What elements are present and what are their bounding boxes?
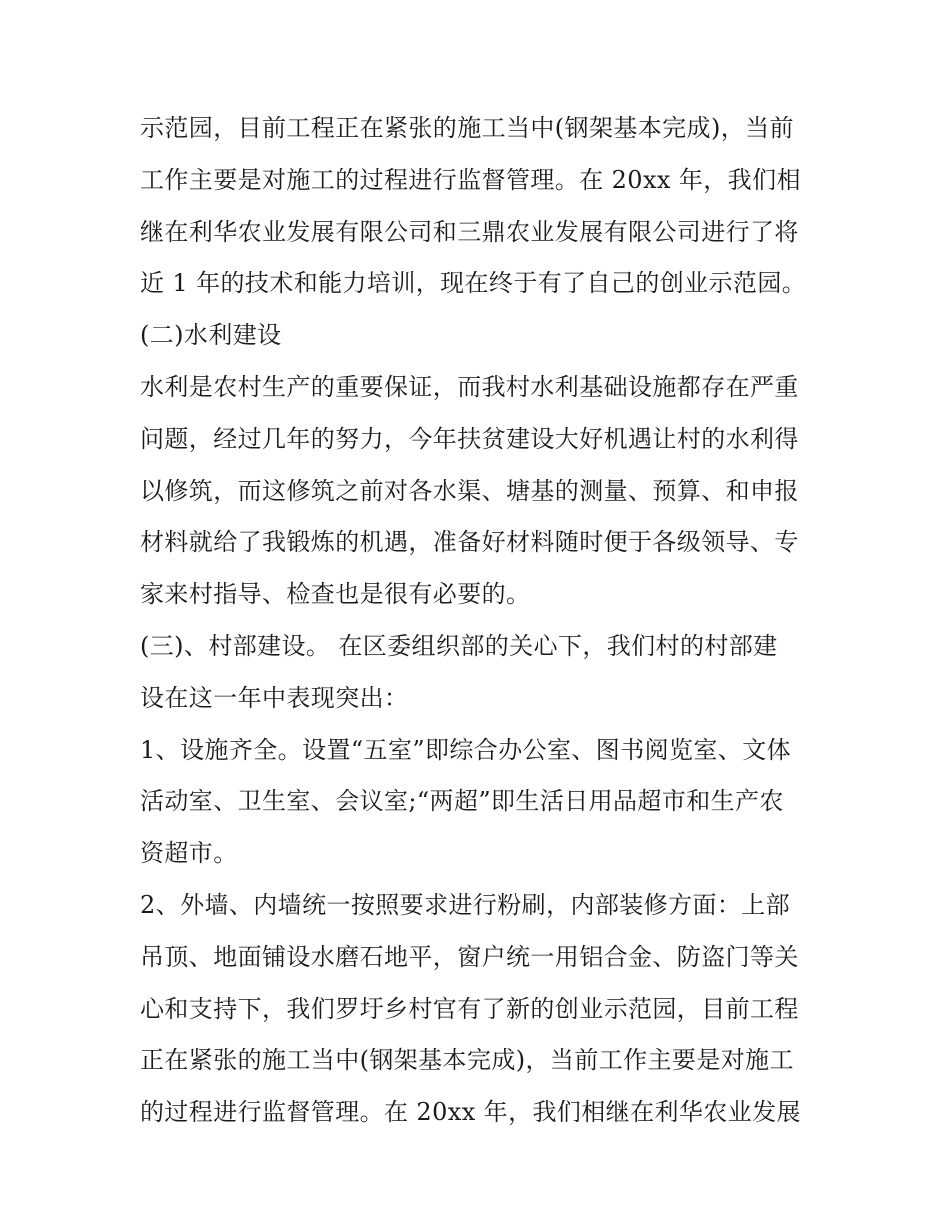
body-text-line: 正在紧张的施工当中(钢架基本完成)，当前工作主要是对施工 bbox=[140, 1046, 794, 1075]
body-text-line: 家来村指导、检查也是很有必要的。 bbox=[140, 580, 531, 609]
body-text-line: 资超市。 bbox=[140, 839, 238, 868]
body-text-line: 水利是农村生产的重要保证，而我村水利基础设施都存在严重 bbox=[140, 372, 799, 401]
list-item-line: 1、设施齐全。设置“五室”即综合办公室、图书阅览室、文体 bbox=[140, 735, 792, 764]
body-text-line: 问题，经过几年的努力，今年扶贫建设大好机遇让村的水利得 bbox=[140, 424, 799, 453]
body-text-line: 设在这一年中表现突出： bbox=[140, 683, 409, 712]
body-text-line: 示范园，目前工程正在紧张的施工当中(钢架基本完成)，当前 bbox=[140, 114, 794, 142]
body-text-line: 近 1 年的技术和能力培训，现在终于有了自己的创业示范园。 bbox=[140, 269, 807, 298]
document-body bbox=[140, 103, 820, 1139]
list-item-line: 2、外墙、内墙统一按照要求进行粉刷，内部装修方面：上部 bbox=[140, 890, 791, 919]
section-heading: (三)、村部建设。 在区委组织部的关心下，我们村的村部建 bbox=[140, 631, 778, 660]
body-text-line: 工作主要是对施工的过程进行监督管理。在 20xx 年，我们相 bbox=[140, 165, 801, 194]
section-heading: (二)水利建设 bbox=[140, 321, 282, 350]
body-text-line: 材料就给了我锻炼的机遇，准备好材料随时便于各级领导、专 bbox=[140, 528, 799, 557]
body-text-line: 以修筑，而这修筑之前对各水渠、塘基的测量、预算、和申报 bbox=[140, 476, 799, 505]
body-text-line: 的过程进行监督管理。在 20xx 年，我们相继在利华农业发展 bbox=[140, 1098, 801, 1127]
body-text-line: 心和支持下，我们罗圩乡村官有了新的创业示范园，目前工程 bbox=[140, 994, 799, 1023]
body-text-line: 吊顶、地面铺设水磨石地平，窗户统一用铝合金、防盗门等关 bbox=[140, 942, 799, 971]
body-text-line: 继在利华农业发展有限公司和三鼎农业发展有限公司进行了将 bbox=[140, 217, 799, 246]
body-text-line: 活动室、卫生室、会议室;“两超”即生活日用品超市和生产农 bbox=[140, 787, 784, 816]
